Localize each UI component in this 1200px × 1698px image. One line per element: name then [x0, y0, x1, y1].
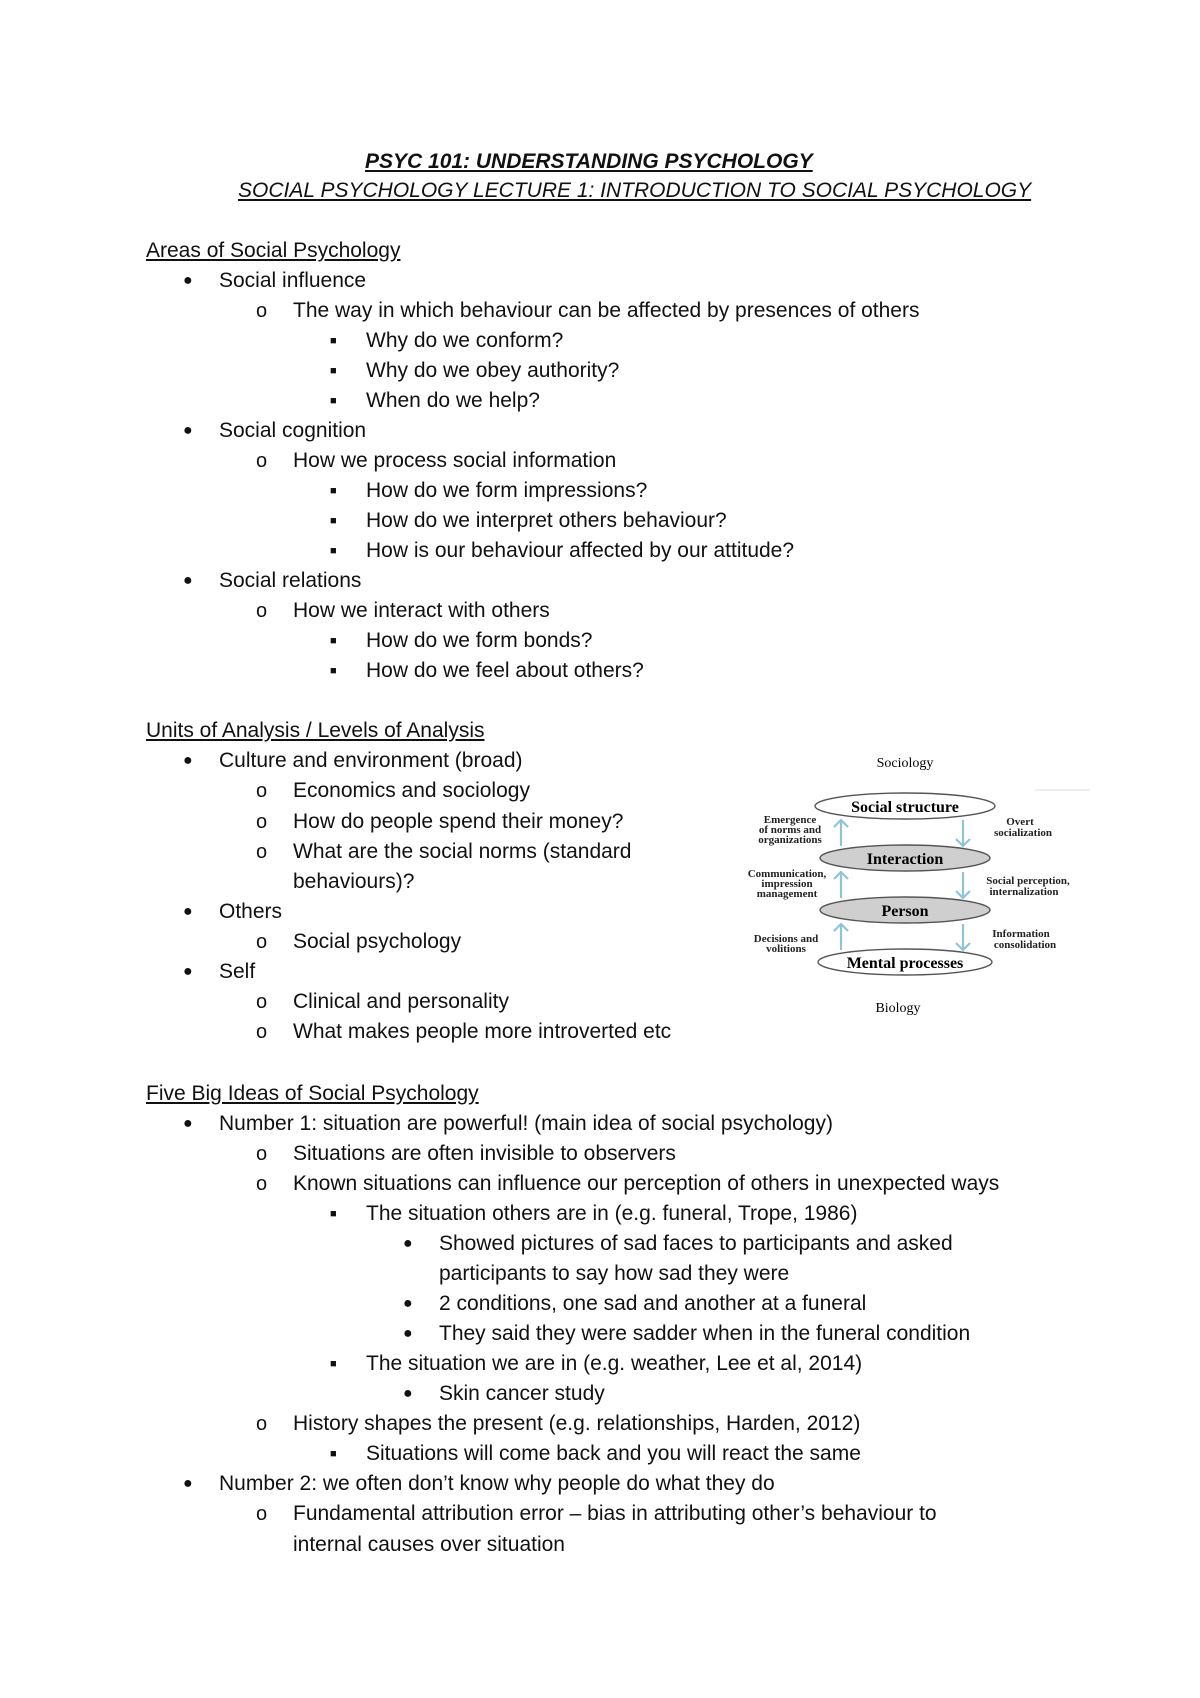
bullet-square: ■: [330, 485, 337, 497]
list-item: Situations are often invisible to observers: [293, 1142, 676, 1165]
bullet-dot: ●: [183, 752, 193, 769]
bullet-dot: ●: [183, 1115, 193, 1132]
bullet-square: ■: [330, 1358, 337, 1370]
level-interaction: Interaction: [866, 851, 944, 868]
list-item: Social psychology: [293, 930, 462, 953]
bullet-square: ■: [330, 545, 337, 557]
bullet-circle: o: [256, 450, 268, 472]
down-arrow-icon: [956, 924, 970, 950]
lecture-title: SOCIAL PSYCHOLOGY LECTURE 1: INTRODUCTION TO SOCIAL PSYCHOLOGY: [238, 179, 1032, 202]
list-item: Social influence: [219, 269, 367, 292]
right-label: Overt: [1006, 816, 1034, 828]
right-label: consolidation: [993, 939, 1057, 951]
section-heading-units: Units of Analysis / Levels of Analysis: [146, 719, 485, 742]
list-item: Fundamental attribution error – bias in attributing other’s behaviour to: [293, 1502, 937, 1525]
down-arrow-icon: [956, 820, 970, 846]
bullet-dot: ●: [183, 1475, 193, 1492]
left-label: management: [756, 888, 818, 900]
diagram-bottom-label: Biology: [875, 1001, 921, 1016]
list-item: What makes people more introverted etc: [293, 1020, 672, 1043]
right-label: Social perception,: [986, 875, 1070, 887]
list-item: Number 1: situation are powerful! (main idea of social psychology): [219, 1112, 833, 1135]
list-item: participants to say how sad they were: [439, 1262, 790, 1285]
list-item: History shapes the present (e.g. relationships, Harden, 2012): [293, 1412, 861, 1435]
list-item: Self: [219, 960, 256, 983]
list-item: behaviours)?: [293, 870, 415, 893]
bullet-dot: ●: [183, 963, 193, 980]
diagram-top-label: Sociology: [876, 756, 934, 771]
bullet-dot: ●: [403, 1385, 413, 1402]
bullet-dot: ●: [183, 903, 193, 920]
list-item: Number 2: we often don’t know why people do what they do: [219, 1472, 775, 1495]
list-item: How do we feel about others?: [366, 659, 644, 682]
list-item: Social cognition: [219, 419, 367, 442]
list-item: Known situations can influence our perception of others in unexpected ways: [293, 1172, 1000, 1195]
list-item: Clinical and personality: [293, 990, 509, 1013]
list-item: The way in which behaviour can be affected by presences of others: [293, 299, 920, 322]
bullet-circle: o: [256, 600, 268, 622]
list-item: How do we form impressions?: [366, 479, 648, 502]
course-title: PSYC 101: UNDERSTANDING PSYCHOLOGY: [365, 150, 813, 173]
list-item: How do we interpret others behaviour?: [366, 509, 727, 532]
left-label: organizations: [758, 834, 822, 846]
left-label: Decisions and: [753, 933, 819, 945]
list-item: They said they were sadder when in the funeral condition: [439, 1322, 971, 1345]
list-item: Why do we obey authority?: [366, 359, 620, 382]
bullet-square: ■: [330, 335, 337, 347]
right-label: internalization: [989, 886, 1059, 898]
left-label: Communication,: [747, 868, 827, 880]
up-arrow-icon: [834, 820, 848, 846]
left-label: of norms and: [758, 824, 822, 836]
down-arrow-icon: [956, 872, 970, 898]
list-item: Social relations: [219, 569, 362, 592]
list-item: internal causes over situation: [293, 1533, 565, 1556]
right-label: socialization: [993, 827, 1053, 839]
section-heading-areas: Areas of Social Psychology: [146, 239, 401, 262]
up-arrow-icon: [834, 872, 848, 898]
left-label: volitions: [766, 943, 806, 955]
bullet-circle: o: [256, 780, 268, 802]
bullet-square: ■: [330, 365, 337, 377]
list-item: Culture and environment (broad): [219, 749, 523, 772]
bullet-dot: ●: [183, 572, 193, 589]
level-social-structure: Social structure: [851, 799, 959, 816]
section-heading-big-ideas: Five Big Ideas of Social Psychology: [146, 1082, 479, 1105]
list-item: How is our behaviour affected by our attitude?: [366, 539, 795, 562]
list-item: The situation we are in (e.g. weather, Lee et al, 2014): [366, 1352, 863, 1375]
list-item: Showed pictures of sad faces to participants and asked: [439, 1232, 953, 1255]
bullet-square: ■: [330, 635, 337, 647]
left-label: impression: [761, 878, 813, 890]
bullet-square: ■: [330, 515, 337, 527]
bullet-dot: ●: [403, 1235, 413, 1252]
bullet-circle: o: [256, 300, 268, 322]
bullet-circle: o: [256, 841, 268, 863]
list-item: How we interact with others: [293, 599, 550, 622]
bullet-square: ■: [330, 1208, 337, 1220]
bullet-square: ■: [330, 665, 337, 677]
list-item: The situation others are in (e.g. funeral, Trope, 1986): [366, 1202, 858, 1225]
bullet-square: ■: [330, 395, 337, 407]
bullet-circle: o: [256, 931, 268, 953]
bullet-dot: ●: [183, 272, 193, 289]
list-item: How do people spend their money?: [293, 810, 624, 833]
list-item: When do we help?: [366, 389, 540, 412]
bullet-circle: o: [256, 1413, 268, 1435]
levels-of-analysis-diagram: [735, 750, 1095, 1020]
bullet-circle: o: [256, 1503, 268, 1525]
up-arrow-icon: [834, 924, 848, 950]
bullet-circle: o: [256, 1143, 268, 1165]
right-label: Information: [992, 928, 1050, 940]
bullet-dot: ●: [183, 422, 193, 439]
list-item: What are the social norms (standard: [293, 840, 632, 863]
bullet-circle: o: [256, 1021, 268, 1043]
list-item: Why do we conform?: [366, 329, 564, 352]
list-item: 2 conditions, one sad and another at a funeral: [439, 1292, 867, 1315]
bullet-dot: ●: [403, 1325, 413, 1342]
bullet-circle: o: [256, 811, 268, 833]
list-item: How do we form bonds?: [366, 629, 593, 652]
list-item: Others: [219, 900, 283, 923]
left-label: Emergence: [763, 814, 817, 826]
level-mental-processes: Mental processes: [846, 955, 964, 972]
bullet-circle: o: [256, 991, 268, 1013]
bullet-square: ■: [330, 1448, 337, 1460]
list-item: Situations will come back and you will react the same: [366, 1442, 861, 1465]
list-item: Economics and sociology: [293, 779, 530, 802]
list-item: Skin cancer study: [439, 1382, 605, 1405]
level-person: Person: [881, 903, 929, 920]
bullet-circle: o: [256, 1173, 268, 1195]
bullet-dot: ●: [403, 1295, 413, 1312]
list-item: How we process social information: [293, 449, 617, 472]
